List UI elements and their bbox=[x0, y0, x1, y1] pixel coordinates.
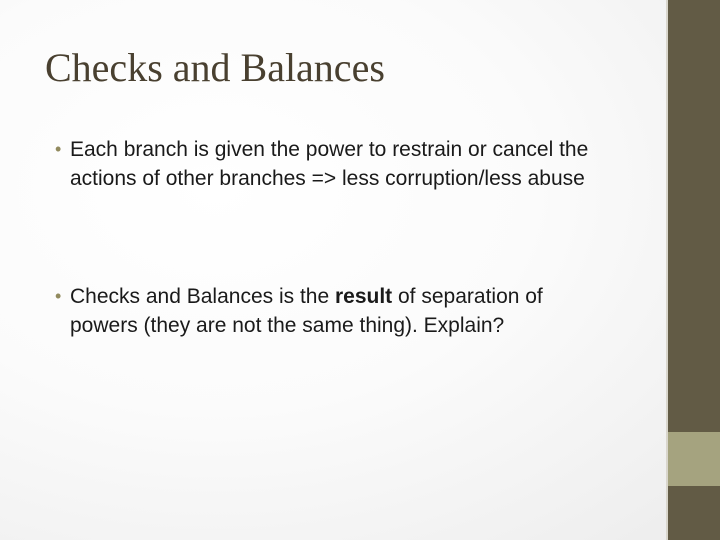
bullet-text-part: of separation of powers (they are not the same thing). Explain? bbox=[70, 285, 543, 337]
bullet-emphasis: result bbox=[334, 285, 393, 308]
slide-title: Checks and Balances bbox=[45, 45, 385, 90]
bullet-item bbox=[52, 135, 612, 193]
bullet-list bbox=[52, 282, 612, 340]
bullet-text: Each branch is given the power to restrain or cancel the actions of other branches => less corruption/less abuse bbox=[70, 138, 589, 190]
accent-block-decoration bbox=[668, 432, 720, 486]
bullet-text-part: Checks and Balances is the bbox=[70, 285, 335, 308]
bullet-dot-icon: • bbox=[55, 139, 62, 159]
bullet-dot-icon: • bbox=[55, 286, 62, 306]
bullet-list bbox=[52, 135, 612, 193]
bullet-item bbox=[52, 282, 612, 340]
